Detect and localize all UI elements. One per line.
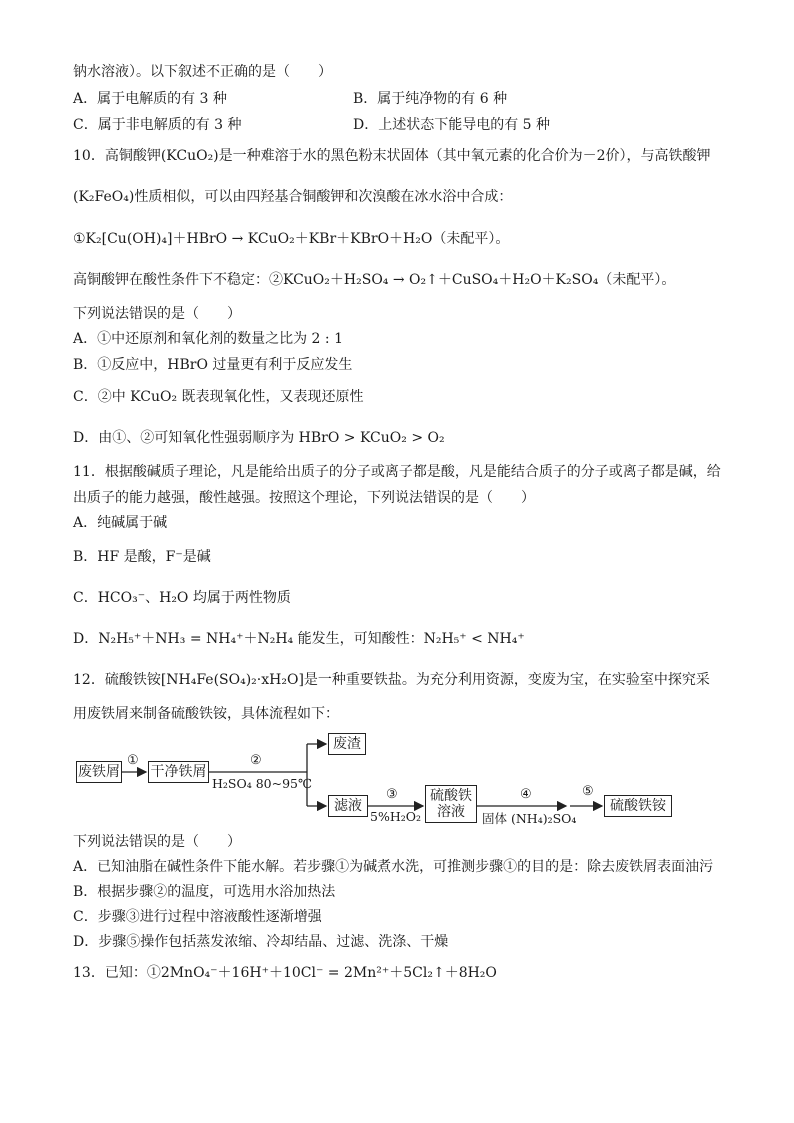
q12-option-a: A．已知油脂在碱性条件下能水解。若步骤①为碱煮水洗，可推测步骤①的目的是：除去废铁屑表面油污 xyxy=(73,859,714,875)
flow-step2-condition: H₂SO₄ 80~95℃ xyxy=(212,776,312,791)
flow-step5-label: ⑤ xyxy=(582,784,594,799)
q12-question: 下列说法错误的是（ ） xyxy=(73,834,241,850)
q11-stem-line1: 11．根据酸碱质子理论，凡是能给出质子的分子或离子都是酸，凡是能结合质子的分子或离子都是碱，给 xyxy=(73,464,721,480)
flow-step4-condition: 固体 (NH₄)₂SO₄ xyxy=(482,811,577,826)
q9-tail: 钠水溶液）。以下叙述不正确的是（ ） xyxy=(73,64,332,80)
flow-box-residue: 废渣 xyxy=(328,733,366,755)
q9-option-c: C．属于非电解质的有 3 种 xyxy=(73,117,242,133)
q10-option-b: B．①反应中，HBrO 过量更有利于反应发生 xyxy=(73,357,353,373)
flow-step3-condition: 5%H₂O₂ xyxy=(370,809,422,824)
q12-option-b: B．根据步骤②的温度，可选用水浴加热法 xyxy=(73,884,336,900)
flow-step2-label: ② xyxy=(250,753,262,768)
flow-step3-label: ③ xyxy=(386,787,398,802)
q12-stem-line1: 12．硫酸铁铵[NH₄Fe(SO₄)₂·xH₂O]是一种重要铁盐。为充分利用资源，变废为宝，在实验室中探究采 xyxy=(73,672,710,688)
q10-stem-line1: 10．高铜酸钾(KCuO₂)是一种难溶于水的黑色粉末状固体（其中氧元素的化合价为－2价），与高铁酸钾 xyxy=(73,148,711,164)
q9-option-d: D．上述状态下能导电的有 5 种 xyxy=(353,117,551,133)
q10-stem-line3: 高铜酸钾在酸性条件下不稳定：②KCuO₂＋H₂SO₄ → O₂↑＋CuSO₄＋H₂O＋K₂SO₄（未配平）。 xyxy=(73,272,676,288)
q11-option-a: A．纯碱属于碱 xyxy=(73,515,168,531)
q9-option-b: B．属于纯净物的有 6 种 xyxy=(353,91,508,107)
q10-option-d: D．由①、②可知氧化性强弱顺序为 HBrO > KCuO₂ > O₂ xyxy=(73,430,445,446)
q12-option-c: C．步骤③进行过程中溶液酸性逐渐增强 xyxy=(73,909,322,925)
flow-box-clean-iron: 干净铁屑 xyxy=(148,761,209,783)
q12-stem-line2: 用废铁屑来制备硫酸铁铵，具体流程如下： xyxy=(73,706,339,722)
flow-step4-label: ④ xyxy=(520,787,532,802)
q10-option-a: A．①中还原剂和氧化剂的数量之比为 2 : 1 xyxy=(73,331,343,347)
flow-step1-label: ① xyxy=(127,753,139,768)
q11-option-d: D．N₂H₅⁺＋NH₃ = NH₄⁺＋N₂H₄ 能发生，可知酸性：N₂H₅⁺ < NH₄⁺ xyxy=(73,631,525,647)
q11-option-b: B．HF 是酸，F⁻是碱 xyxy=(73,549,211,565)
flow-box-ferric-sulfate-line1: 硫酸铁 xyxy=(430,788,472,804)
flow-box-waste-iron: 废铁屑 xyxy=(76,761,122,783)
q10-stem-line2: (K₂FeO₄)性质相似，可以由四羟基合铜酸钾和次溴酸在冰水浴中合成： xyxy=(73,189,513,205)
q10-equation-1: ①K₂[Cu(OH)₄]＋HBrO → KCuO₂＋KBr＋KBrO＋H₂O（未配平）。 xyxy=(73,231,510,247)
flow-box-ferric-sulfate-solution xyxy=(425,785,477,823)
q12-flowchart xyxy=(72,732,712,827)
q12-option-d: D．步骤⑤操作包括蒸发浓缩、冷却结晶、过滤、洗涤、干燥 xyxy=(73,934,449,950)
q11-stem-line2: 出质子的能力越强，酸性越强。按照这个理论，下列说法错误的是（ ） xyxy=(73,490,535,506)
q9-option-a: A．属于电解质的有 3 种 xyxy=(73,91,227,107)
q11-option-c: C．HCO₃⁻、H₂O 均属于两性物质 xyxy=(73,590,291,606)
q10-option-c: C．②中 KCuO₂ 既表现氧化性，又表现还原性 xyxy=(73,389,364,405)
flow-box-filtrate: 滤液 xyxy=(328,795,368,817)
q10-question: 下列说法错误的是（ ） xyxy=(73,306,241,322)
q13-stem: 13．已知：①2MnO₄⁻＋16H⁺＋10Cl⁻ = 2Mn²⁺＋5Cl₂↑＋8H₂O xyxy=(73,965,497,981)
flow-box-product: 硫酸铁铵 xyxy=(604,795,672,817)
flow-box-ferric-sulfate-line2: 溶液 xyxy=(437,804,465,820)
